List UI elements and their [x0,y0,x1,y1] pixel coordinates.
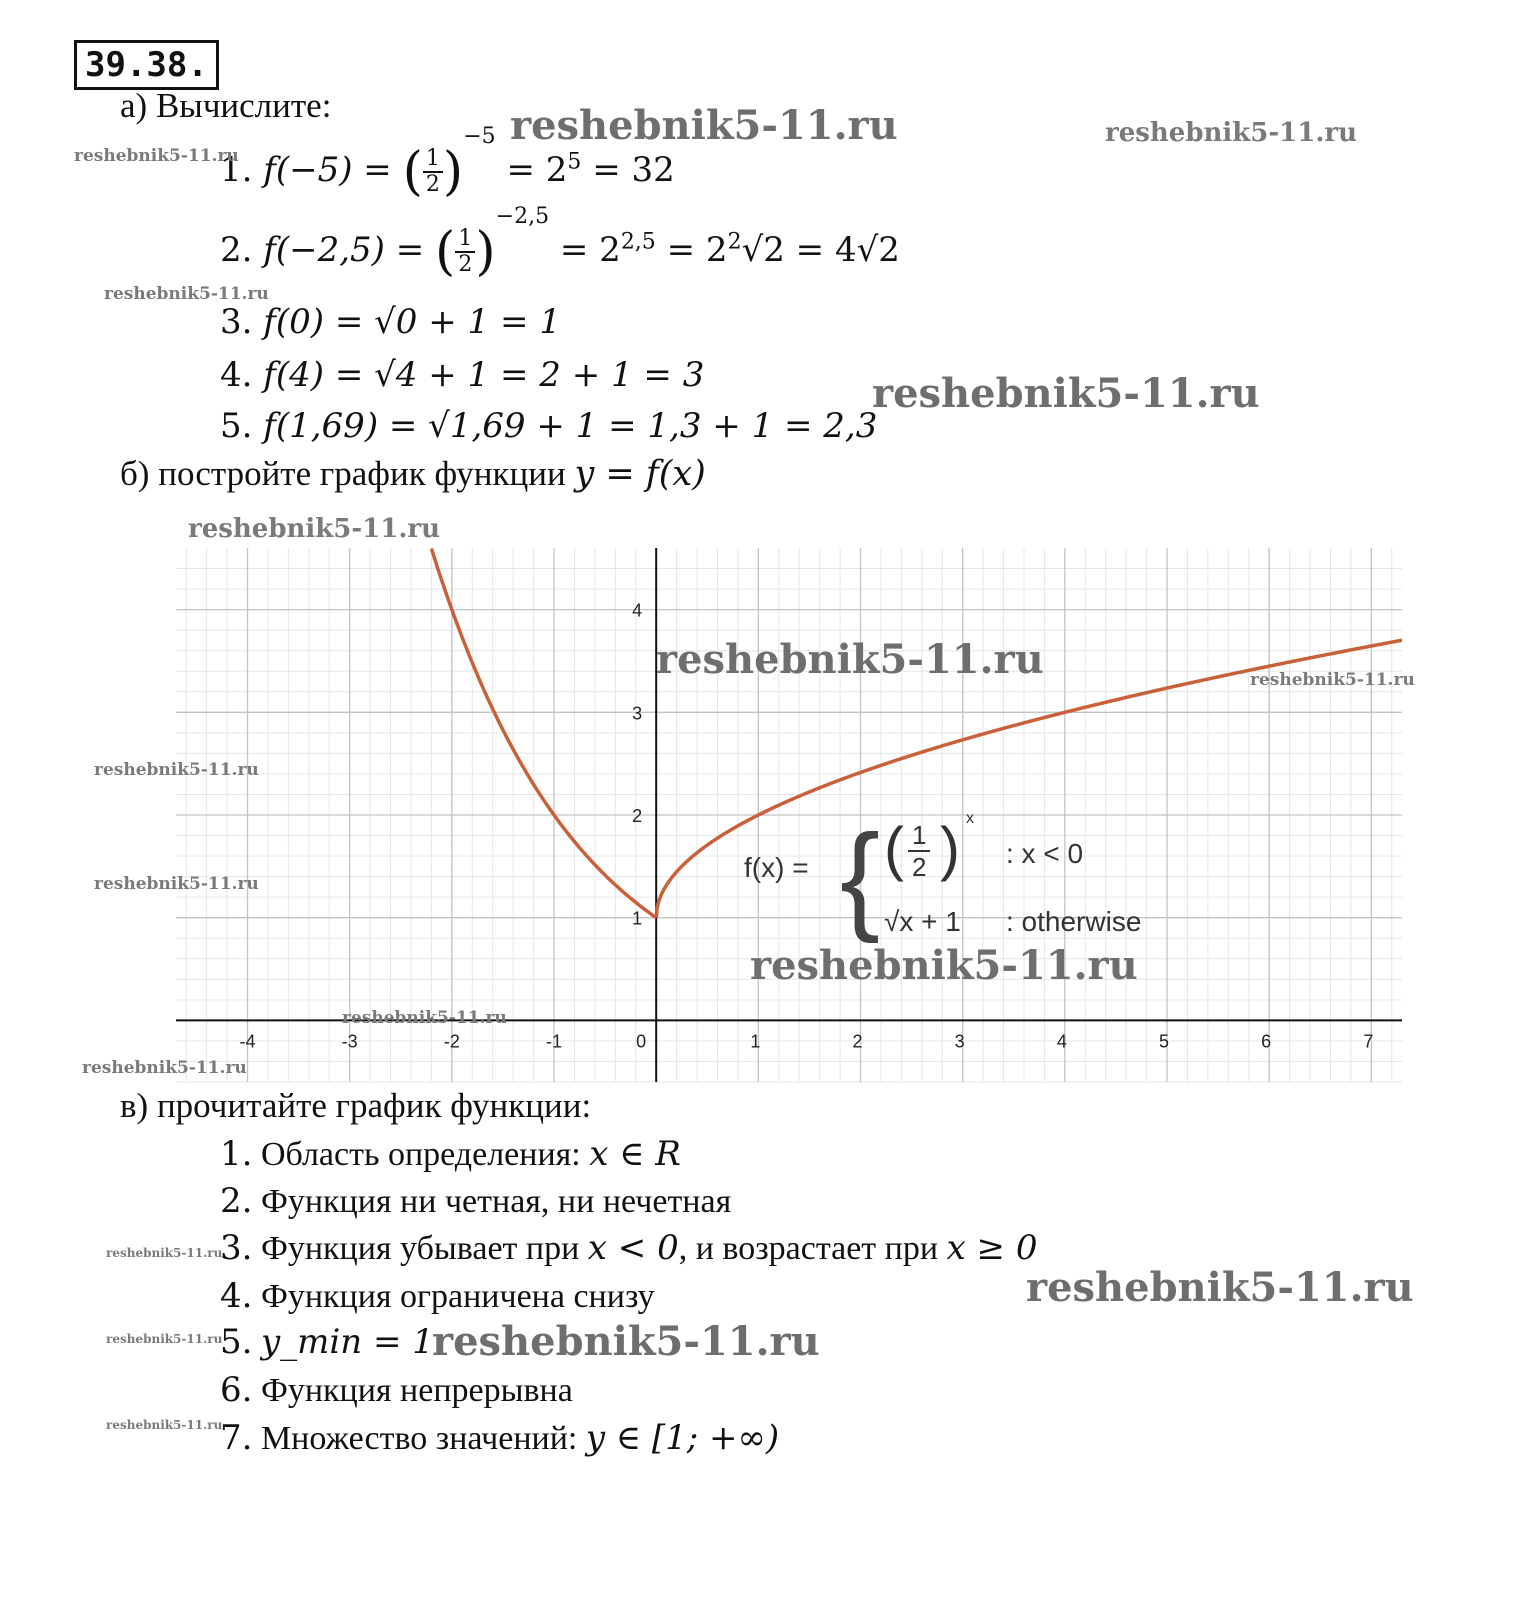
watermark: reshebnik5-11.ru [188,514,441,544]
y-tick-label: 4 [632,600,643,621]
item-text: Функция ограничена снизу [260,1278,655,1315]
item-text: Функция ни четная, ни нечетная [260,1183,732,1220]
frac-denominator: 2 [458,252,473,277]
x-tick-label: 1 [750,1031,761,1052]
item-text: f(0) = √0 + 1 = 1 [263,302,561,342]
legend-exponent: x [966,810,974,827]
watermark: reshebnik5-11.ru [1026,1264,1414,1311]
x-tick-label: 6 [1261,1031,1272,1052]
frac-numerator: 1 [423,147,443,173]
x-tick-label: 7 [1363,1031,1374,1052]
item-number: 1. [220,1134,253,1174]
x-tick-label: -3 [341,1031,358,1052]
watermark: reshebnik5-11.ru [94,874,259,894]
part-a-item-1: 1. f(−5) = ( $\frac{1}{2}$ )$^{-5} = 2^5 = 32$ [220,123,675,202]
item-number: 2. [220,1181,253,1221]
watermark: reshebnik5-11.ru [106,1332,223,1346]
part-a-label: а) [120,86,148,125]
item-text: Функция непрерывна [260,1372,573,1409]
part-c-item-4 [220,1276,655,1316]
part-c-label: в) [120,1086,149,1125]
watermark: reshebnik5-11.ru [656,636,1044,683]
item-math: y_min = 1 [260,1322,434,1362]
frac-denominator: 2 [425,172,440,197]
part-c-item-1 [220,1134,681,1174]
watermark: reshebnik5-11.ru [106,1418,223,1432]
x-tick-label: -2 [443,1031,460,1052]
legend-paren-left: ( [884,815,904,882]
item-text: f(1,69) = √1,69 + 1 = 1,3 + 1 = 2,3 [263,406,878,446]
item-text: Множество значений: [260,1420,586,1457]
part-c-item-6 [220,1370,573,1410]
watermark: reshebnik5-11.ru [750,942,1138,989]
item-math: x ≥ 0 [946,1228,1038,1268]
item-rhs: = 2 [506,150,568,190]
part-a-title: Вычислите: [155,86,332,125]
part-c-item-3 [220,1228,1037,1268]
watermark: reshebnik5-11.ru [74,146,239,166]
legend-case2-cond: : otherwise [1006,906,1142,937]
part-c-item-7 [220,1418,779,1458]
x-tick-label: 4 [1056,1031,1067,1052]
grid-major [176,548,1402,1082]
watermark: reshebnik5-11.ru [510,102,898,149]
x-tick-label: 3 [954,1031,965,1052]
watermark: reshebnik5-11.ru [342,1008,507,1028]
y-tick-label: 3 [632,703,643,724]
watermark: reshebnik5-11.ru [104,284,269,304]
watermark: reshebnik5-11.ru [82,1058,247,1078]
problem-number: 39.38. [74,40,219,90]
legend-frac-numerator: 1 [908,820,930,852]
y-tick-label: 2 [632,806,643,826]
item-number: 5. [220,406,253,446]
item-text: , и возрастает при [678,1230,947,1267]
item-number: 3. [220,1228,253,1268]
x-tick-label: -4 [239,1031,256,1052]
x-tick-label: 2 [852,1031,863,1052]
part-b-label: б) [120,454,150,493]
item-math: y ∈ [1; +∞) [585,1418,780,1458]
item-math: x ∈ R [589,1134,681,1174]
exponent: 2 [727,229,742,255]
legend-case1-cond: : x < 0 [1006,838,1084,869]
part-b-func: y = f(x) [574,454,706,494]
item-text: Область определения: [260,1136,590,1173]
item-number: 2. [220,230,253,270]
legend-frac-denominator: 2 [912,852,927,882]
item-number: 1. [220,150,253,190]
item-number: 6. [220,1370,253,1410]
y-tick-label: 1 [632,908,643,929]
part-c-item-5 [220,1322,434,1362]
legend-brace: { [840,810,881,944]
part-c-item-2 [220,1181,731,1221]
exponent: 5 [567,149,582,175]
part-b-title: постройте график функции [158,454,566,493]
legend-paren-right: ) [940,815,960,882]
x-tick-label: 5 [1159,1031,1170,1052]
legend-fraction [908,820,930,882]
watermark: reshebnik5-11.ru [872,370,1260,417]
item-math: x < 0 [587,1228,679,1268]
watermark: reshebnik5-11.ru [1250,670,1415,690]
part-a-item-2: 2. f(−2,5) = ( $\frac{1}{2}$ )$^{-2,5} = 2^{2,5} = 2^2√2 = 4√2$ [220,203,900,282]
item-lhs: f(−5) = [263,150,392,190]
legend-case2-expr: √x + 1 [884,906,961,937]
watermark: reshebnik5-11.ru [94,760,259,780]
item-rhs: = 2 [559,230,621,270]
item-text: f(4) = √4 + 1 = 2 + 1 = 3 [263,355,705,395]
exponent: −2,5 [495,203,550,229]
item-number: 4. [220,355,253,395]
item-number: 5. [220,1322,253,1362]
item-result: = 4√2 [795,230,900,270]
watermark: reshebnik5-11.ru [432,1318,820,1365]
watermark: reshebnik5-11.ru [1105,118,1358,148]
item-number: 7. [220,1418,253,1458]
x-tick-label: 0 [636,1031,647,1052]
exponent: −5 [463,123,496,149]
part-c-title: прочитайте график функции: [156,1086,592,1125]
exponent: 2,5 [620,229,656,255]
item-lhs: f(−2,5) = [263,230,425,270]
x-tick-label: -1 [546,1031,563,1052]
item-result: = 32 [592,150,675,190]
item-text: Функция убывает при [260,1230,588,1267]
legend-fx: f(x) = [744,852,809,883]
sqrt-term: √2 [741,230,785,270]
item-number: 4. [220,1276,253,1316]
watermark: reshebnik5-11.ru [106,1246,223,1260]
part-c-heading [120,1086,591,1126]
frac-numerator: 1 [455,227,475,253]
item-rhs: = 2 [666,230,728,270]
item-number: 3. [220,302,253,342]
